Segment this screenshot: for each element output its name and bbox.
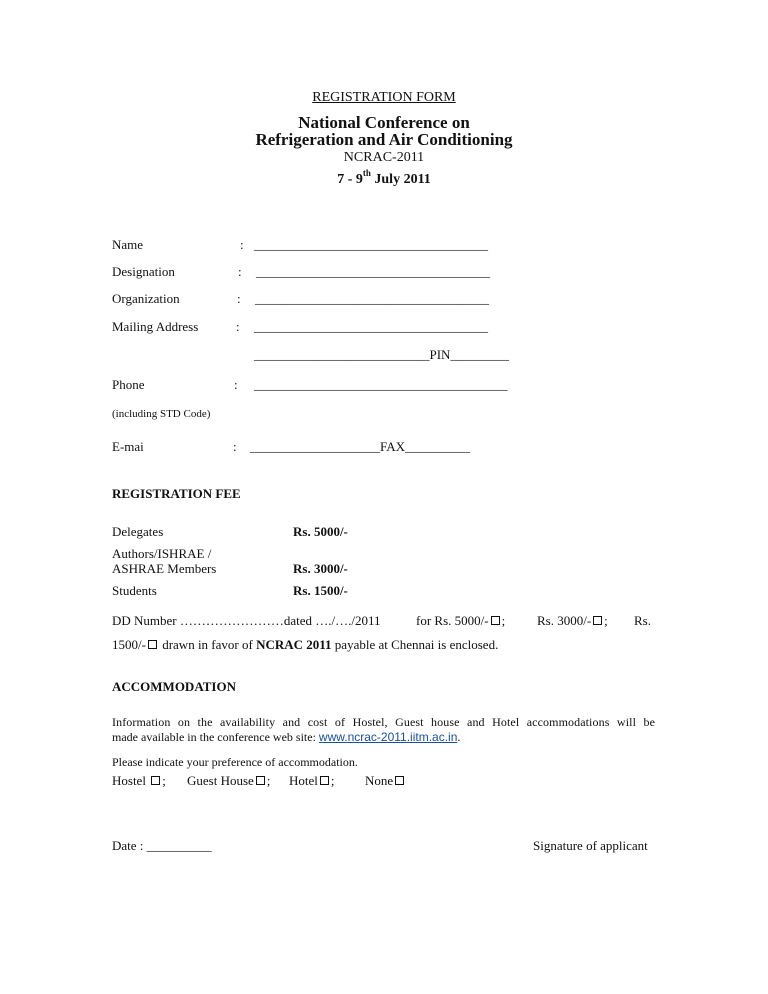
dd-option-3000: Rs. 3000/- ; <box>537 613 608 628</box>
guest-house-option: Guest House ; <box>187 773 271 788</box>
dd-favor-text: drawn in favor of <box>158 637 257 652</box>
date-end: July 2011 <box>370 172 431 187</box>
mailing-address-label: Mailing Address <box>112 319 199 334</box>
phone-note: (including STD Code) <box>112 408 211 420</box>
students-amount: Rs. 1500/- <box>293 583 348 598</box>
guest-house-checkbox[interactable] <box>256 776 265 785</box>
accommodation-heading: ACCOMMODATION <box>112 679 236 694</box>
phone-field[interactable]: _______________________________________ <box>254 377 508 392</box>
date-label: Date : <box>112 838 147 853</box>
accommodation-prompt: Please indicate your preference of accommodation. <box>112 755 358 769</box>
accommodation-info-end: . <box>457 730 461 744</box>
designation-colon: : <box>238 264 242 279</box>
pin-label: PIN <box>429 347 451 362</box>
fax-label: FAX <box>380 439 406 454</box>
hotel-option: Hotel ; <box>289 773 335 788</box>
email-fax-row <box>250 439 470 455</box>
name-label: Name <box>112 237 144 252</box>
fax-field[interactable]: __________ <box>405 439 471 454</box>
conference-code: NCRAC-2011 <box>343 150 425 165</box>
dd-option-3000-label: Rs. 3000/- <box>537 613 592 628</box>
mailing-address-colon: : <box>236 319 240 334</box>
signature-label: Signature of applicant <box>533 838 648 853</box>
none-label: None <box>365 773 394 788</box>
dd-payee: NCRAC 2011 <box>256 637 332 652</box>
none-checkbox[interactable] <box>395 776 404 785</box>
pin-field[interactable]: _________ <box>450 347 509 362</box>
hostel-option: Hostel ; <box>112 773 166 788</box>
hotel-checkbox[interactable] <box>320 776 329 785</box>
dd-option-1500-label-end: 1500/- <box>112 637 146 652</box>
checkbox-3000[interactable] <box>593 616 602 625</box>
organization-label: Organization <box>112 291 180 306</box>
dd-option-5000: for Rs. 5000/- ; <box>416 613 506 628</box>
conference-name-line2: Refrigeration and Air Conditioning <box>255 130 513 149</box>
name-field[interactable]: ____________________________________ <box>254 237 488 252</box>
students-label: Students <box>112 583 157 598</box>
guest-house-label: Guest House <box>187 773 254 788</box>
designation-field[interactable]: ____________________________________ <box>256 264 490 279</box>
organization-colon: : <box>237 291 241 306</box>
delegates-amount: Rs. 5000/- <box>293 524 348 539</box>
checkbox-5000[interactable] <box>491 616 500 625</box>
form-title: REGISTRATION FORM <box>312 90 456 105</box>
authors-label-line1: Authors/ISHRAE / <box>112 546 212 561</box>
authors-label-line2: ASHRAE Members <box>112 561 217 576</box>
dd-option-5000-label: for Rs. 5000/- <box>416 613 489 628</box>
hotel-label: Hotel <box>289 773 318 788</box>
name-colon: : <box>240 237 244 252</box>
dd-line-2 <box>112 637 498 653</box>
phone-colon: : <box>234 377 238 392</box>
phone-label: Phone <box>112 377 145 392</box>
hostel-label: Hostel <box>112 773 146 788</box>
accommodation-info-line2 <box>112 730 460 745</box>
accommodation-info-text: made available in the conference web site: <box>112 730 319 744</box>
delegates-label: Delegates <box>112 524 164 539</box>
dd-payable-text: payable at Chennai is enclosed. <box>331 637 499 652</box>
registration-fee-heading: REGISTRATION FEE <box>112 486 241 501</box>
hostel-checkbox[interactable] <box>151 776 160 785</box>
conference-name-line1: National Conference on <box>298 113 470 132</box>
authors-amount: Rs. 3000/- <box>293 561 348 576</box>
organization-field[interactable]: ____________________________________ <box>255 291 489 306</box>
email-colon: : <box>233 439 237 454</box>
email-field[interactable]: ____________________ <box>250 439 380 454</box>
checkbox-1500[interactable] <box>148 640 157 649</box>
date-superscript: th <box>362 168 371 178</box>
mailing-address-line-2[interactable]: ___________________________ <box>254 347 430 362</box>
email-label: E-mai <box>112 439 144 454</box>
mailing-address-field[interactable]: ____________________________________ <box>254 319 488 334</box>
dd-number-text: DD Number ……………………dated …./…./2011 <box>112 613 381 628</box>
designation-label: Designation <box>112 264 175 279</box>
mailing-address-field-2 <box>254 347 509 363</box>
none-option <box>365 773 406 789</box>
date-field[interactable]: __________ <box>146 838 212 853</box>
date-row <box>112 838 212 854</box>
dd-option-1500-label-start: Rs. <box>634 613 651 628</box>
conference-dates <box>0 168 768 188</box>
accommodation-info-line1: Information on the availability and cost of Hostel, Guest house and Hotel accommodations will be <box>112 715 655 729</box>
conference-website-link[interactable]: www.ncrac-2011.iitm.ac.in <box>318 730 458 744</box>
date-start: 7 - 9 <box>337 172 363 187</box>
